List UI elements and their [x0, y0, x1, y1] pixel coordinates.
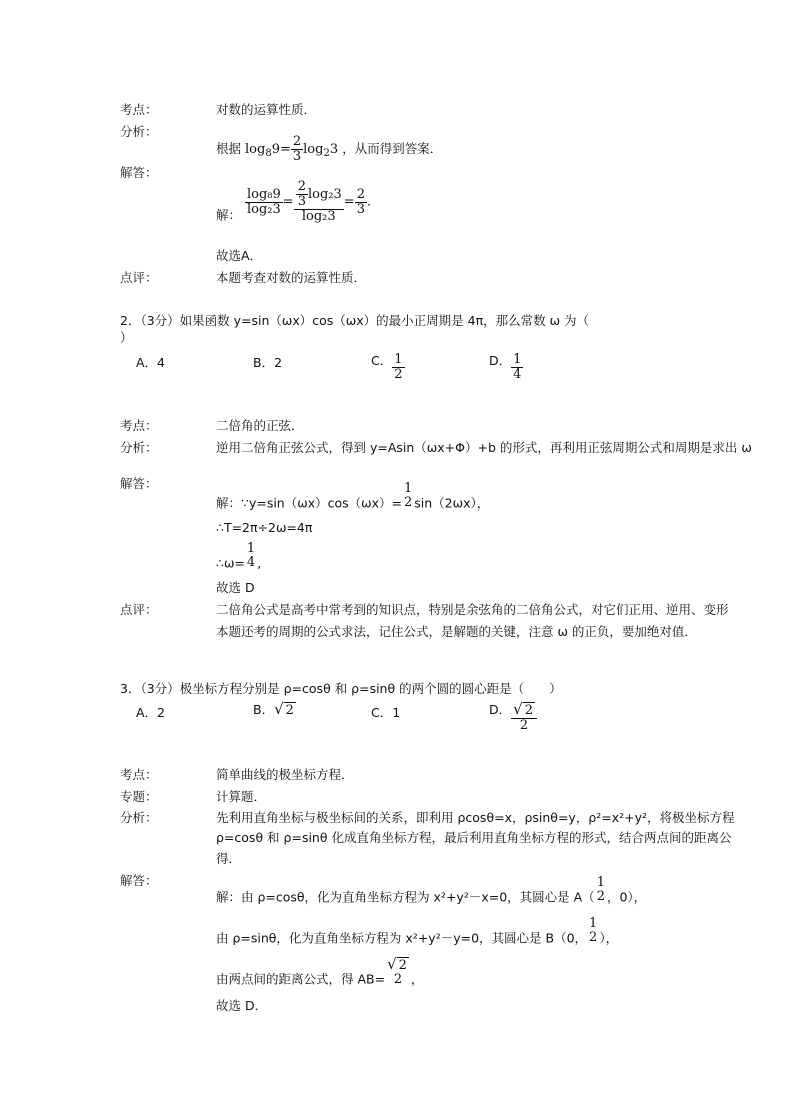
- q3-kaodian-text: 简单曲线的极坐标方程．: [216, 767, 354, 782]
- q1-fenxi-post: ，从而得到答案．: [342, 141, 443, 156]
- q1-expr-frac: $\frac{2}{3}$: [292, 134, 302, 164]
- q1-jieda-frac1: $\frac{\text{log₈9}}{\text{log₂3}}$: [247, 186, 281, 217]
- q3-kaodian-label: 考点：: [120, 767, 158, 782]
- q1-dianping-label: 点评：: [120, 270, 158, 285]
- q2-option-d: D． $\frac{1}{4}$: [489, 352, 522, 382]
- q3-choice: 故选 D．: [216, 998, 268, 1013]
- q3-option-c: C．1: [371, 705, 401, 720]
- q2-option-d-frac: $\frac{1}{4}$: [513, 352, 522, 382]
- q2-kaodian-text: 二倍角的正弦．: [216, 418, 304, 433]
- q3-option-d-frac: $\frac{√ 2}{2}$: [511, 702, 537, 733]
- q1-jieda-label: 解答：: [120, 165, 158, 180]
- q2-stem-cont: ）: [120, 330, 133, 345]
- q2-choice: 故选 D: [216, 580, 255, 595]
- q3-stem: 3．（3分）极坐标方程分别是 ρ=cosθ 和 ρ=sinθ 的两个圆的圆心距是（ ）: [120, 681, 562, 696]
- q3-option-d: D． $\frac{√ 2}{2}$: [489, 702, 537, 733]
- q2-jieda-label: 解答：: [120, 476, 158, 491]
- q2-fenxi-text: 逆用二倍角正弦公式，得到 y=Asin（ωx+Φ）+b 的形式，再利用正弦周期公式和周期是求出 ω: [216, 440, 752, 455]
- q1-dianping-text: 本题考查对数的运算性质．: [216, 270, 367, 285]
- q1-kaodian-text: 对数的运算性质．: [216, 102, 317, 117]
- q2-jieda-frac-quarter: 1 4: [246, 541, 256, 570]
- q1-kaodian-label: 考点：: [120, 102, 158, 117]
- q3-jieda-frac-a: 1 2: [596, 875, 605, 904]
- q3-fenxi-text2: ρ=cosθ 和 ρ=sinθ 化成直角坐标方程，最后利用直角坐标方程的形式，结合两点间的距离公: [216, 830, 732, 845]
- q1-expr-log: log: [245, 142, 266, 157]
- q3-jieda-line3: 由两点间的距离公式，得 AB= √ 2 2 ，: [216, 955, 424, 987]
- q1-jieda-frac3: $\frac{2}{3}$: [356, 186, 365, 217]
- q3-option-b-sqrt: √ 2: [274, 700, 294, 718]
- q2-option-c-frac: $\frac{1}{2}$: [394, 352, 403, 382]
- q2-option-a: A．4: [136, 355, 166, 370]
- q2-dianping-text2: 本题还考的周期的公式求法，记住公式，是解题的关键，注意 ω 的正负，要加绝对值．: [216, 624, 697, 639]
- q3-option-b: B．√ 2: [253, 700, 294, 718]
- q3-fenxi-text3: 得．: [216, 851, 242, 866]
- q1-fenxi-text: [216, 134, 442, 169]
- q2-dianping-label: 点评：: [120, 602, 158, 617]
- q1-jieda-prefix: 解：: [216, 207, 242, 223]
- q2-dianping-text1: 二倍角公式是高考中常考到的知识点，特别是余弦角的二倍角公式，对它们正用、逆用、变形: [216, 602, 729, 617]
- q2-jieda-line2: ∴T=2π÷2ω=4π: [216, 520, 313, 535]
- q3-fenxi-label: 分析：: [120, 810, 158, 825]
- q1-choice: 故选A．: [216, 248, 263, 263]
- q2-jieda-frac-half: 1 2: [403, 481, 413, 510]
- q2-fenxi-label: 分析：: [120, 440, 158, 455]
- q3-option-a: A．2: [136, 705, 166, 720]
- q3-jieda-frac-b: 1 2: [589, 916, 598, 945]
- q3-jieda-frac-ab: √ 2 2: [387, 955, 407, 987]
- q1-fenxi-expr: $\log_89=$ $\frac{2}{3}$ $\log_23$: [245, 134, 339, 164]
- q3-jieda-line2: 由 ρ=sinθ，化为直角坐标方程为 x²+y²－y=0，其圆心是 B（0， 1 2 ），: [216, 916, 619, 946]
- q3-zhuanti-text: 计算题．: [216, 789, 267, 804]
- q3-zhuanti-label: 专题：: [120, 789, 158, 804]
- q1-expr-arg: 9=: [271, 142, 291, 157]
- q2-kaodian-label: 考点：: [120, 418, 158, 433]
- q2-option-b: B．2: [253, 355, 283, 370]
- q3-fenxi-text1: 先利用直角坐标与极坐标间的关系，即利用 ρcosθ=x，ρsinθ=y，ρ²=x²+y²，将极坐标方程: [216, 810, 735, 825]
- q3-jieda-line1: 解：由 ρ=cosθ，化为直角坐标方程为 x²+y²－x=0，其圆心是 A（ 1 2 ，0），: [216, 875, 647, 905]
- q2-jieda-line3: ∴ω= 1 4 ,: [216, 541, 262, 571]
- q2-jieda-line1: 解：∵y=sin（ωx）cos（ωx）= 1 2 sin（2ωx），: [216, 481, 490, 511]
- q1-jieda-frac2: $\frac{2}{3}$ log₂3 log₂3: [294, 180, 344, 224]
- q1-fenxi-pre: 根据: [216, 141, 242, 156]
- q1-expr-base: 8: [265, 148, 272, 159]
- q2-stem: 2．（3分）如果函数 y=sin（ωx）cos（ωx）的最小正周期是 4π，那么常数 ω 为（: [120, 313, 590, 328]
- q3-jieda-label: 解答：: [120, 873, 158, 888]
- q1-fenxi-label: 分析：: [120, 124, 158, 139]
- q2-option-c: C． $\frac{1}{2}$: [371, 352, 403, 382]
- q1-jieda-expr: 解： $\frac{\text{log₈9}}{\text{log₂3}}$ = $\frac{2}{3}$ log₂3 log₂3 = $\frac{2}{3}$ .: [216, 179, 371, 224]
- q1-expr-log2: log: [303, 142, 324, 157]
